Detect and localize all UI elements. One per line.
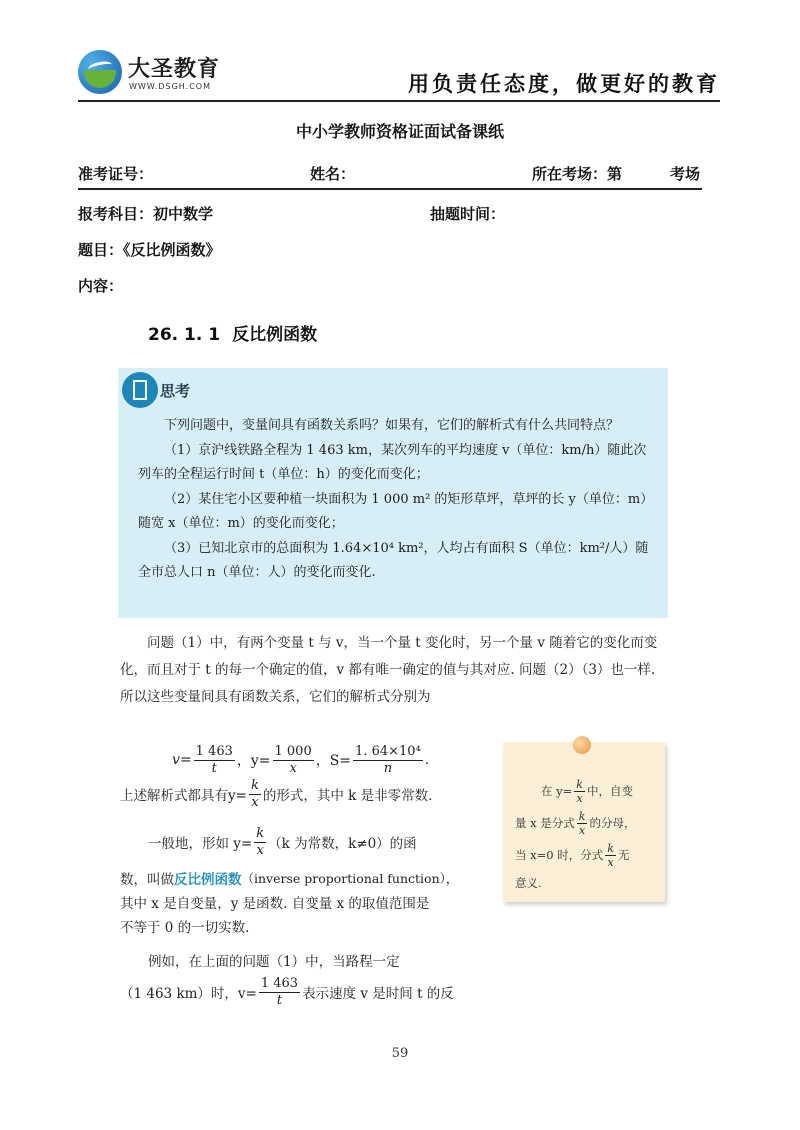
exam-number-label: 准考证号： (78, 165, 154, 183)
paragraph-1 (120, 630, 670, 711)
formula-end: . (424, 752, 430, 768)
think-content (138, 414, 658, 586)
paragraph-2: 上述解析式都具有y= $\frac{k}{x}$ 的形式，其中 k 是非零常数. (120, 777, 433, 810)
content-label: 内容： (78, 277, 124, 295)
page-number: 59 (391, 1046, 409, 1061)
pin-icon (573, 736, 591, 754)
paragraph-1-text: 问题（1）中，有两个变量 t 与 v，当一个量 t 变化时，另一个量 v 随着它的变化而变化，而且对于 t 的每一个确定的值，v 都有唯一确定的值与其对应. 问题（2）（3）也一样. 所以这些变量间具有函数关系，它们的解析式分别为 (120, 635, 658, 705)
paragraph-3-fraction: $\frac{k}{x}$ (256, 825, 265, 858)
think-intro: 下列问题中，变量间具有函数关系吗？如果有，它们的解析式有什么共同特点？ (164, 418, 620, 433)
paragraph-3-line-2: 数，叫做 反比例函数 （inverse proportional function）， (120, 858, 458, 898)
logo (78, 50, 238, 98)
header-divider (78, 100, 720, 102)
think-question-3: （3）已知北京市的总面积为 1.64×10⁴ km²，人均占有面积 S（单位：km²/人）随全市总人口 n（单位：人）的变化而变化. (138, 540, 649, 580)
paragraph-4-fraction: $\frac{1 463}{t}$ (260, 975, 299, 1008)
formula-1-lhs: v= (172, 752, 192, 768)
document-title: 中小学教师资格证面试备课纸 (295, 122, 504, 141)
note-line-2: 量 x 是分式 $\frac{k}{x}$ 的分母， (515, 809, 636, 837)
draw-time-label: 抽题时间： (430, 205, 506, 223)
name-label: 姓名： (310, 165, 356, 183)
subject-label: 报考科目：初中数学 (78, 205, 214, 223)
formula-3-lhs: ，S= (315, 753, 352, 769)
key-term: 反比例函数 (174, 872, 242, 888)
slogan: 用负责任态度，做更好的教育 (408, 71, 720, 96)
logo-emblem (78, 50, 122, 94)
topic-label: 题目：《反比例函数》 (78, 241, 221, 259)
logo-name: 大圣教育 (128, 57, 221, 82)
logo-url: WWW.DSGH.COM (129, 82, 211, 91)
note-line-4: 意义. (515, 876, 542, 890)
note-line-3: 当 x=0 时，分式 $\frac{k}{x}$ 无 (515, 841, 630, 869)
exam-room-label: 所在考场：第 (532, 165, 623, 183)
section-heading (148, 320, 317, 345)
paragraph-3-line-4: 不等于 0 的一切实数. (120, 920, 250, 936)
section-name: 反比例函数 (232, 325, 318, 345)
think-label: 思考 (160, 382, 191, 400)
think-question-2: （2）某住宅小区要种植一块面积为 1 000 m² 的矩形草坪，草坪的长 y（单位：m）随宽 x（单位：m）的变化而变化； (138, 491, 654, 531)
paragraph-4-line-2: （1 463 km）时，v= $\frac{1 463}{t}$ 表示速度 v 是时间 t 的反 (120, 975, 454, 1008)
think-box (118, 368, 668, 618)
think-question-1: （1）京沪线铁路全程为 1 463 km，某次列车的平均速度 v（单位：km/h）随此次列车的全程运行时间 t（单位：h）的变化而变化； (138, 442, 647, 482)
paragraph-3-line-1: 一般地，形如 y= $\frac{k}{x}$ （k 为常数，k≠0）的函 (148, 825, 417, 858)
formula-3-fraction: $\frac{\text{1. 64×10⁴}}{n}$ (355, 743, 421, 776)
formula-2-fraction: $\frac{1 000}{x}$ (274, 743, 312, 776)
paragraph-4-line-1: 例如，在上面的问题（1）中，当路程一定 (148, 954, 400, 970)
hourglass-icon (122, 372, 158, 408)
formula-2-lhs: ，y= (236, 753, 271, 769)
exam-room-suffix: 考场 (670, 165, 701, 183)
side-note (503, 742, 665, 902)
section-number: 26. 1. 1 (148, 325, 221, 345)
paragraph-2-fraction: $\frac{k}{x}$ (250, 777, 259, 810)
paragraph-3-line-3: 其中 x 是自变量，y 是函数. 自变量 x 的取值范围是 (120, 896, 430, 912)
formula-1-fraction: $\frac{1 463}{t}$ (195, 743, 233, 776)
form-divider (78, 188, 702, 190)
note-line-1: 在 y= $\frac{k}{x}$ 中，自变 (541, 777, 633, 805)
